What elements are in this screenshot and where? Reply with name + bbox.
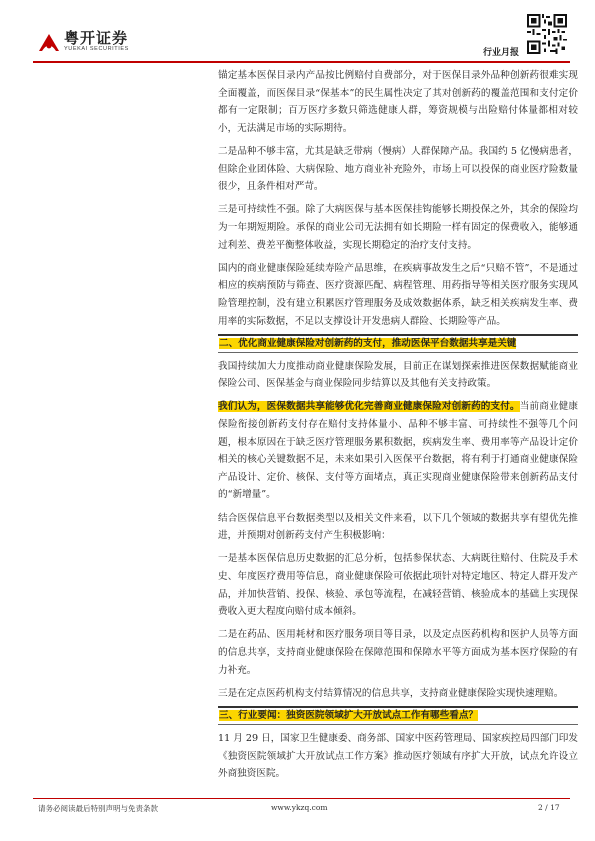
body-paragraph [218,398,578,504]
body-paragraph: 三是可持续性不强。除了大病医保与基本医保挂钩能够长期投保之外，其余的保险均为一年期短期险。承保的商业公司无法拥有如长期险一样有固定的保费收入，能够通过利差、费差平衡整体收益，实现长期稳定的治疗支付支持。 [218,204,578,251]
body-paragraph: 结合医保信息平台数据类型以及相关文件来看，以下几个领域的数据共享有望优先推进，并预期对创新药支付产生积极影响： [218,512,578,542]
section-heading [218,708,578,724]
body-paragraph: 锚定基本医保目录内产品按比例赔付自费部分，对于医保目录外品种创新药很难实现全面覆盖，而医保目录“保基本”的民生属性决定了其对创新药的覆盖范围和支付定价都有一定限制；百万医疗多数只筛选健康人群，筹资规模与出险赔付体量都相对较小，无法满足市场的实际期待。 [218,70,578,134]
section-heading [218,336,578,352]
body-paragraph: 三是在定点医药机构支付结算情况的信息共享，支持商业健康保险实现快速理赔。 [218,687,564,699]
body-paragraph-text: 当前商业健康保险衔接创新药支付存在赔付支持体量小、品种不够丰富、可持续性不强等几个问题，根本原因在于缺乏医疗管理服务累积数据，疾病发生率、费用率等产品设计定价相关的核心关键数据不足，未来如果引入医保平台数据，将有利于打通商业健康保险产品设计、定价、核保、支付等方面堵点，真正实现商业健康保险带来创新药品支付的“新增量”。 [218,401,579,501]
brand-logo [38,30,129,53]
header-divider [33,61,570,63]
page-header [0,0,595,66]
yuekai-logo-icon [38,32,60,52]
qr-code-icon [527,14,567,54]
body-paragraph: 二是品种不够丰富，尤其是缺乏带病（慢病）人群保障产品。我国约 5 亿慢病患者，但除企业团体险、大病保险、地方商业补充险外，市场上可以投保的商业医疗险数量很少，且条件相对严苛。 [218,145,578,193]
report-type-label: 行业月报 [483,48,520,58]
logo-english-name: YUEKAI SECURITIES [64,46,129,52]
page-number: 2 / 17 [538,803,560,812]
body-paragraph: 11 月 29 日，国家卫生健康委、商务部、国家中医药管理局、国家疾控局四部门印发《独资医院领域扩大开放试点工作方案》推动医疗领域有序扩大开放，试点允许设立外商独资医院。 [218,732,578,780]
report-body [218,67,578,788]
key-view-highlight: 我们认为，医保数据共享能够优化完善商业健康保险对创新药的支付。 [218,401,520,413]
footer-divider [33,798,570,799]
section-heading-text: 三、行业要闻：独资医院领域扩大开放试点工作有哪些看点？ [219,709,479,721]
footer-website: www.ykzq.com [271,803,328,812]
body-paragraph: 国内的商业健康保险延续寿险产品思维，在疾病事故发生之后“只赔不管”，不是通过相应的疾病预防与筛查、医疗资源匹配、病程管理、用药指导等相关医疗服务实现风险管理控制，没有建立积累医疗管理服务及成效数据体系，缺乏相关疾病发生率、费用率的实际数据，不足以支撑设计开发患病人群险、长期险等产品。 [218,262,578,327]
footer-disclaimer: 请务必阅读最后特别声明与免责条款 [38,804,158,813]
body-paragraph: 一是基本医保信息历史数据的汇总分析，包括参保状态、大病既往赔付、住院及手术史、年度医疗费用等信息，商业健康保险可依据此项针对特定地区、特定人群开发产品，并加快营销、投保、核验、承包等流程，在减轻营销、核验成本的基础上实现保费收入更大程度向赔付成本倾斜。 [218,553,578,618]
logo-chinese-name: 粤开证券 [64,29,129,47]
body-paragraph: 我国持续加大力度推动商业健康保险发展，目前正在谋划探索推进医保数据赋能商业保险公司、医保基金与商业保险同步结算以及其他有关支持政策。 [218,360,578,390]
section-heading-text: 二、优化商业健康保险对创新药的支付，推动医保平台数据共享是关键 [219,337,517,349]
body-paragraph: 二是在药品、医用耗材和医疗服务项目等目录，以及定点医药机构和医护人员等方面的信息共享，支持商业健康保险在保障范围和保障水平等方面成为基本医疗保险的有力补充。 [218,629,578,676]
